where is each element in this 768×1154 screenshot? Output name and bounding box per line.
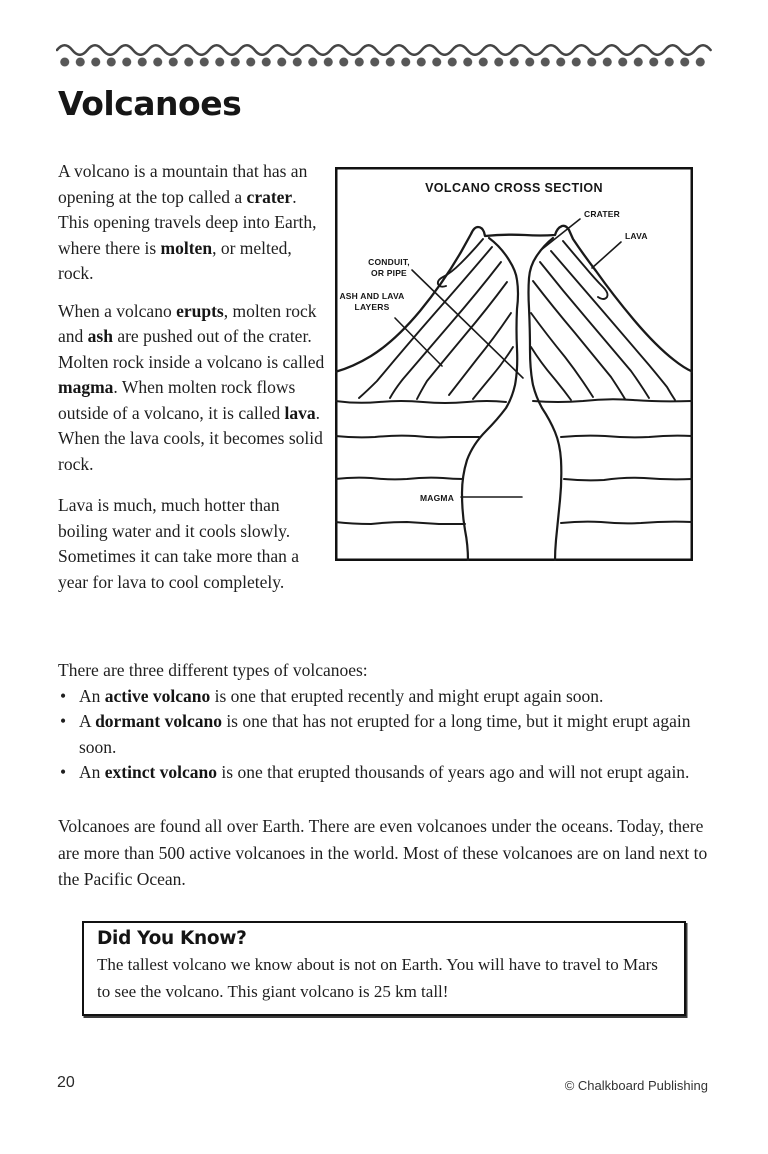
- did-you-know-heading: Did You Know?: [97, 928, 247, 949]
- magma-label: MAGMA: [420, 493, 455, 503]
- volcano-types-list: [58, 684, 710, 786]
- dot-border: [57, 55, 709, 69]
- ash-label-line2: LAYERS: [354, 302, 390, 312]
- paragraph-eruption: When a volcano erupts, molten rock and ash are pushed out of the crater. Molten rock inside a volcano is called magma. When molten rock flows outside of a volcano, it is called lava. When the lava cools, it becomes solid rock.: [58, 300, 325, 474]
- crater-label: CRATER: [584, 209, 620, 219]
- list-item-active-volcano: [58, 684, 710, 710]
- list-item-text: A dormant volcano is one that has not erupted for a long time, but it might erupt again soon.: [79, 711, 691, 757]
- paragraph-lava-cooling: Lava is much, much hotter than boiling water and it cools slowly. Sometimes it can take more than a year for lava to cool completely.: [58, 495, 300, 592]
- page-number: 20: [57, 1074, 75, 1091]
- paragraph-volcano-distribution: Volcanoes are found all over Earth. There are even volcanoes under the oceans. Today, there are more than 500 active volcanoes in the world. Most of these volcanoes are on land next to the Pacific Ocean.: [58, 816, 708, 889]
- conduit-label-line1: CONDUIT,: [368, 257, 410, 267]
- intro-text-column: [58, 159, 328, 607]
- paragraph-what-is-volcano: A volcano is a mountain that has an opening at the top called a crater. This opening travels deep into Earth, where there is molten, or melted, rock.: [58, 161, 317, 283]
- wavy-line-divider: [56, 40, 712, 56]
- list-item-dormant-volcano: [58, 709, 710, 760]
- did-you-know-body: The tallest volcano we know about is not on Earth. You will have to travel to Mars to see the volcano. This giant volcano is 25 km tall!: [97, 955, 658, 1001]
- bullet-icon: •: [60, 762, 67, 782]
- page-title: Volcanoes: [58, 84, 242, 123]
- copyright-notice: © Chalkboard Publishing: [564, 1078, 708, 1093]
- list-item-text: An extinct volcano is one that erupted thousands of years ago and will not erupt again.: [79, 762, 690, 782]
- list-item-extinct-volcano: [58, 760, 710, 786]
- volcano-cross-section-diagram: [335, 167, 693, 561]
- types-intro-line: There are three different types of volcanoes:: [58, 660, 368, 680]
- lava-label: LAVA: [625, 231, 648, 241]
- volcano-types-section: [58, 658, 710, 786]
- bullet-icon: •: [60, 685, 67, 706]
- diagram-title: VOLCANO CROSS SECTION: [425, 181, 603, 195]
- diagram-frame: [336, 168, 692, 560]
- did-you-know-box: [82, 921, 686, 1016]
- list-item-text: An active volcano is one that erupted recently and might erupt again soon.: [79, 685, 604, 706]
- ash-label-line1: ASH AND LAVA: [339, 291, 405, 301]
- conduit-label-line2: OR PIPE: [371, 268, 407, 278]
- bullet-icon: •: [60, 711, 67, 731]
